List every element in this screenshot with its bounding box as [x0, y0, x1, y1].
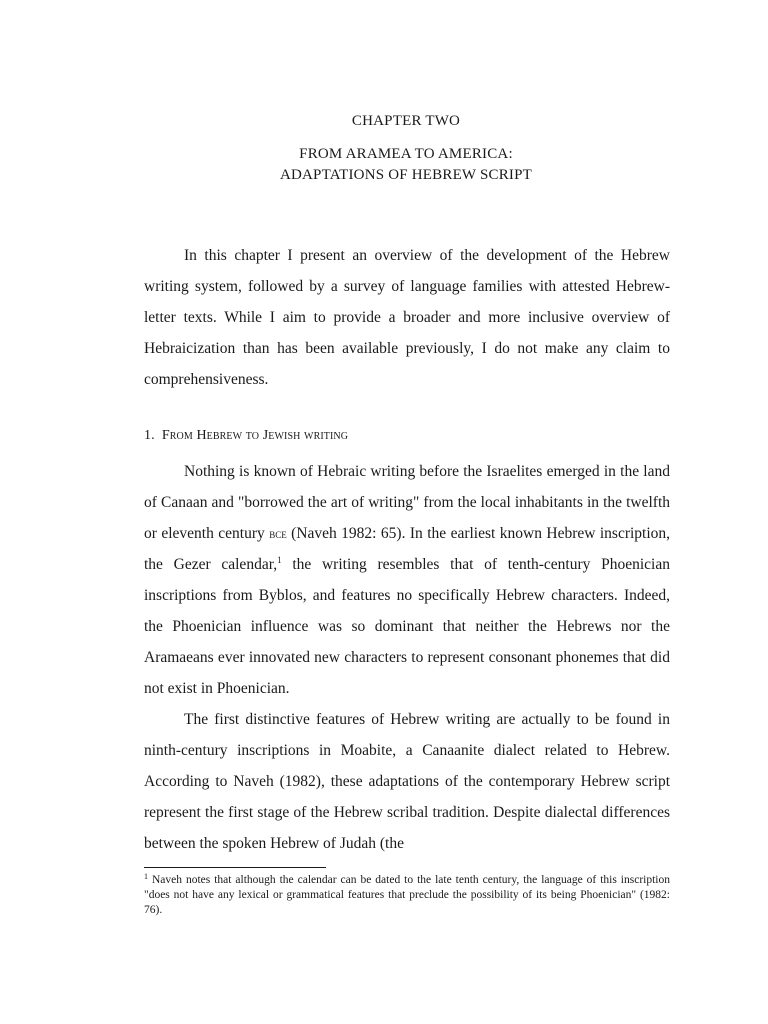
footnote-text: Naveh notes that although the calendar can be dated to the late tenth century, the language of this inscription "does not have any lexical or grammatical features that preclude the possibility of its being Phoenician" (1982: 76). [144, 874, 671, 916]
paragraph-text: (Naveh 1982: 65). In the earliest known Hebrew inscription, the Gezer calendar, [144, 525, 671, 573]
footnote-divider [144, 867, 326, 868]
section-number: 1. [144, 428, 155, 443]
paragraph-text: Nothing is known of Hebraic writing before the Israelites emerged in the land of Canaan and "borrowed the art of writing" from the local inhabitants in the twelfth or eleventh century [144, 463, 670, 542]
intro-section [144, 240, 670, 395]
section-body [144, 456, 670, 859]
paragraph-text: the writing resembles that of tenth-century Phoenician inscriptions from Byblos, and features no specifically Hebrew characters. Indeed, the Phoenician influence was so dominant that neither the Hebrews nor the Aramaeans ever innovated new characters to represent consonant phonemes that did not exist in Phoenician. [144, 556, 670, 697]
era-abbreviation: bce [269, 526, 287, 541]
section-paragraph-2: The first distinctive features of Hebrew writing are actually to be found in ninth-century inscriptions in Moabite, a Canaanite dialect related to Hebrew. According to Naveh (1982), these adaptations of the contemporary Hebrew script represent the first stage of the Hebrew scribal tradition. Despite dialectal differences between the spoken Hebrew of Judah (the [144, 711, 670, 852]
section-paragraph-1 [144, 456, 670, 704]
footnote-reference[interactable]: 1 [277, 555, 282, 565]
section-title: From Hebrew to Jewish writing [161, 428, 349, 443]
chapter-label: CHAPTER TWO [351, 113, 461, 129]
chapter-title [0, 144, 768, 186]
intro-paragraph: In this chapter I present an overview of the development of the Hebrew writing system, followed by a survey of language families with attested Hebrew-letter texts. While I aim to provide a broader and more inclusive overview of Hebraicization than has been available previously, I do not make any claim to comprehensiveness. [144, 247, 670, 388]
section-heading [144, 428, 348, 444]
footnote [144, 873, 670, 918]
footnote-marker: 1 [144, 872, 148, 881]
chapter-title-line-2: ADAPTATIONS OF HEBREW SCRIPT [279, 167, 533, 183]
chapter-title-line-1: FROM ARAMEA TO AMERICA: [299, 146, 513, 162]
